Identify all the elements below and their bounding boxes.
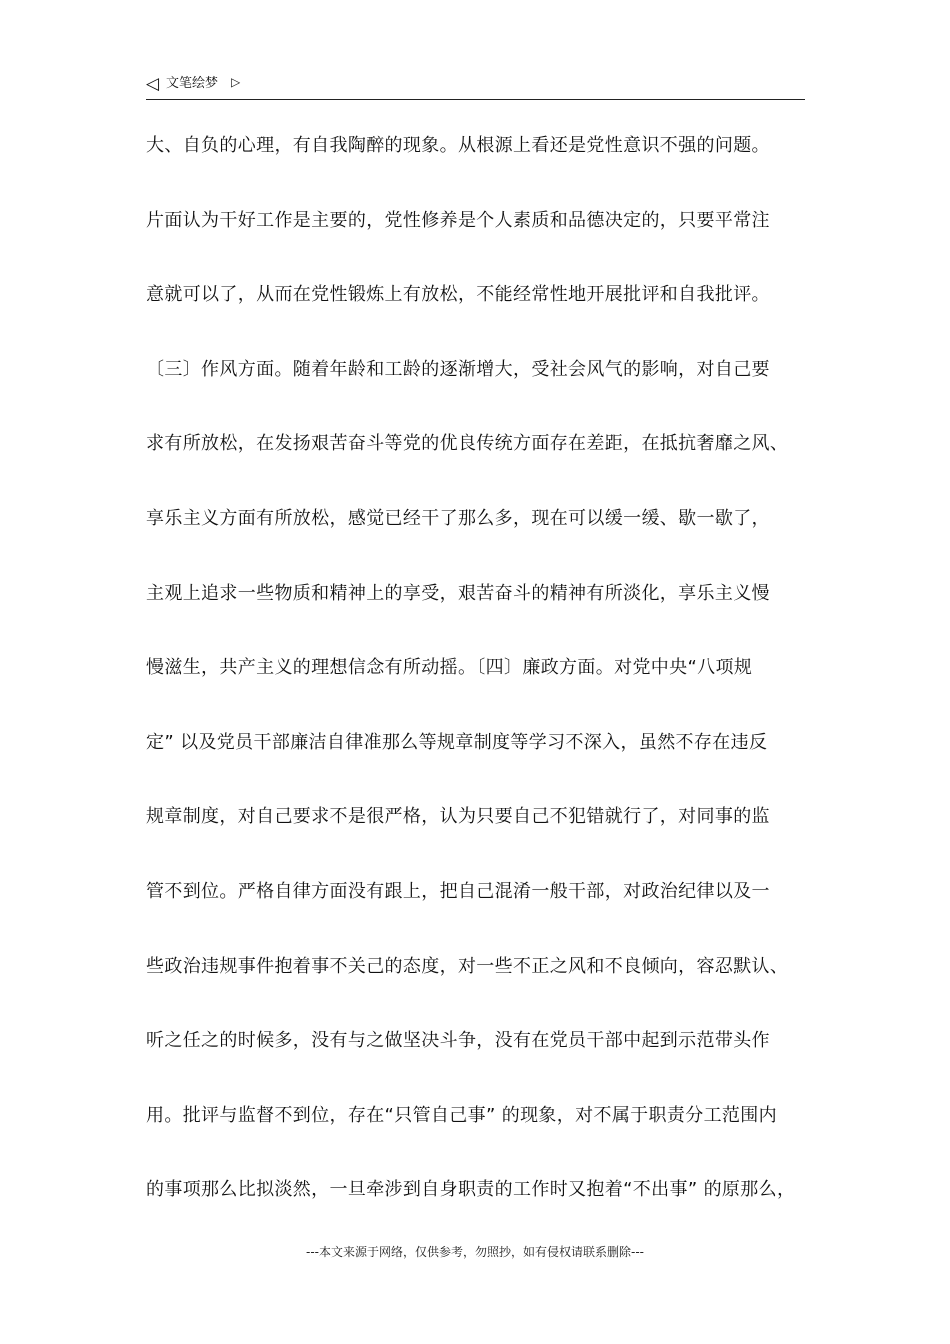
header-title: 文笔绘梦 <box>166 76 219 91</box>
left-triangle-icon: ◁ <box>146 74 160 94</box>
right-triangle-icon: ▷ <box>231 75 241 89</box>
body-line-1: 大、自负的心理，有自我陶醉的现象。从根源上看还是党性意识不强的问题。 <box>146 135 770 156</box>
body-line-11: 管不到位。严格自律方面没有跟上，把自己混淆一般干部，对政治纪律以及一 <box>146 880 770 902</box>
body-line-2: 片面认为干好工作是主要的，党性修养是个人素质和品德决定的，只要平常注 <box>146 209 770 231</box>
body-line-12: 些政治违规事件抱着事不关己的态度，对一些不正之风和不良倾向，容忍默认、 <box>146 955 789 977</box>
body-line-4: 〔三〕作风方面。随着年龄和工龄的逐渐增大，受社会风气的影响，对自己要 <box>146 358 770 380</box>
body-line-7: 主观上追求一些物质和精神上的享受，艰苦奋斗的精神有所淡化，享乐主义慢 <box>146 582 770 604</box>
page-footer-disclaimer: ---本文来源于网络，仅供参考，勿照抄，如有侵权请联系删除--- <box>306 1245 644 1259</box>
body-line-15: 的事项那么比拟淡然，一旦牵涉到自身职责的工作时又抱着“不出事” 的原那么， <box>146 1179 796 1201</box>
body-line-13: 听之任之的时候多，没有与之做坚决斗争，没有在党员干部中起到示范带头作 <box>146 1030 770 1052</box>
body-line-6: 享乐主义方面有所放松，感觉已经干了那么多，现在可以缓一缓、歇一歇了， <box>146 507 770 529</box>
page-header <box>146 73 805 100</box>
body-line-8: 慢滋生，共产主义的理想信念有所动摇。〔四〕廉政方面。对党中央“八项规 <box>146 657 753 679</box>
body-line-10: 规章制度，对自己要求不是很严格，认为只要自己不犯错就行了，对同事的监 <box>146 806 770 828</box>
body-line-5: 求有所放松，在发扬艰苦奋斗等党的优良传统方面存在差距，在抵抗奢靡之风、 <box>146 433 789 455</box>
body-line-14: 用。批评与监督不到位，存在“只管自己事” 的现象，对不属于职责分工范围内 <box>146 1104 777 1126</box>
body-line-3: 意就可以了，从而在党性锻炼上有放松，不能经常性地开展批评和自我批评。 <box>146 284 770 306</box>
body-line-9: 定” 以及党员干部廉洁自律准那么等规章制度等学习不深入，虽然不存在违反 <box>146 731 768 753</box>
document-body <box>146 131 836 1250</box>
